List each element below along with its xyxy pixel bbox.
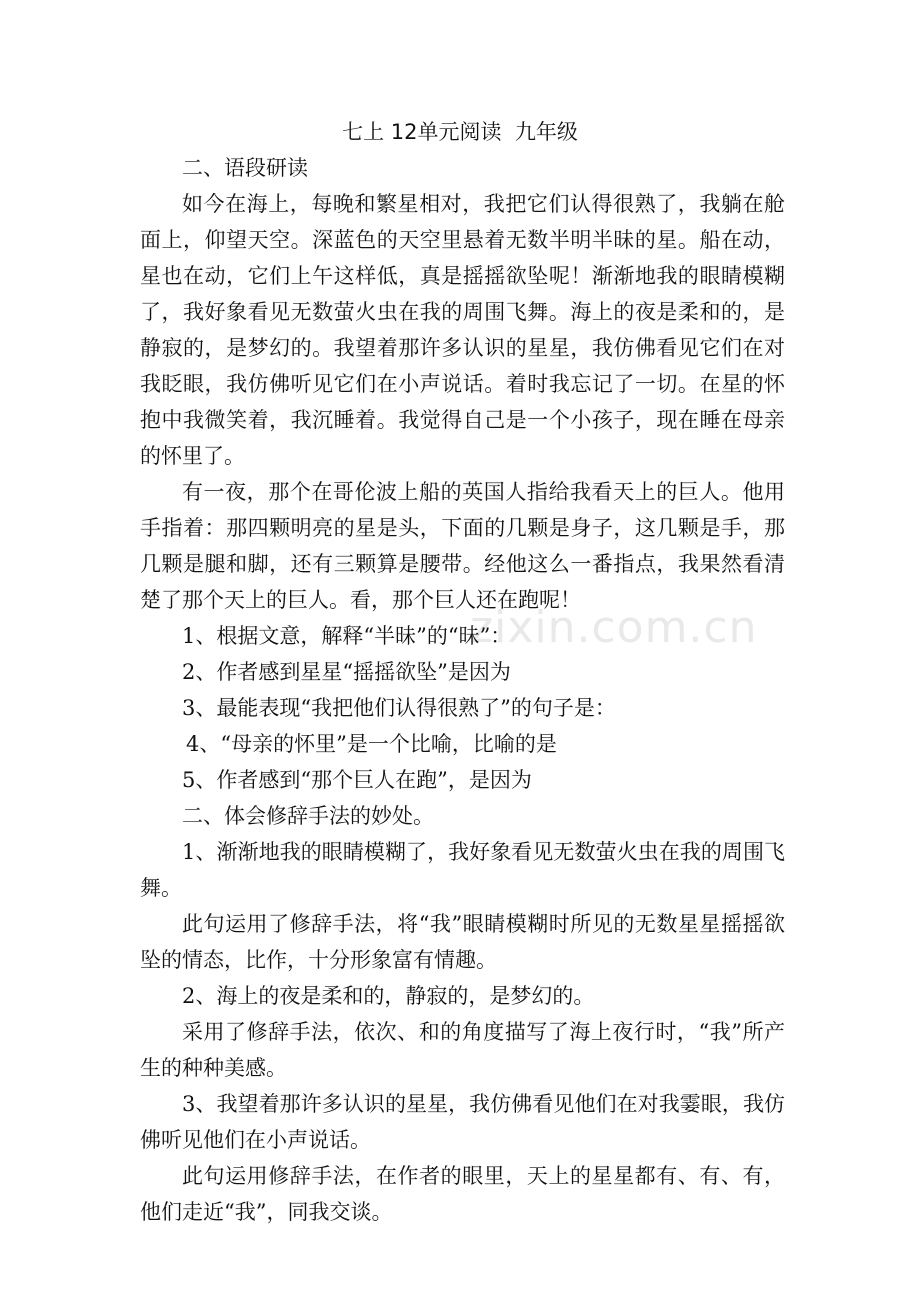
section-heading-passage: 二、语段研读	[182, 156, 308, 180]
passage-paragraph-1: 如今在海上，每晚和繁星相对，我把它们认得很熟了，我躺在舱面上，仰望天空。深蓝色的天空里悬着无数半明半昧的星。船在动，星也在动，它们上午这样低，真是摇摇欲坠呢！渐渐地我的眼睛模糊了，我好象看见无数萤火虫在我的周围飞舞。海上的夜是柔和的，是静寂的，是梦幻的。我望着那许多认识的星星，我仿佛看见它们在对我眨眼，我仿佛听见它们在小声说话。着时我忘记了一切。在星的怀抱中我微笑着，我沉睡着。我觉得自己是一个小孩子，现在睡在母亲的怀里了。	[140, 192, 785, 468]
question-4: 4、“母亲的怀里”是一个比喻，比喻的是	[186, 732, 557, 756]
rhetoric-sentence-2: 2、海上的夜是柔和的，静寂的，是梦幻的。	[182, 984, 595, 1008]
question-1: 1、根据文意，解释“半昧”的“昧”：	[182, 624, 512, 648]
rhetoric-analysis-3: 此句运用修辞手法，在作者的眼里，天上的星星都有、有、有，他们走近“我”，同我交谈。	[140, 1164, 785, 1224]
document-body	[140, 150, 785, 1230]
question-3: 3、最能表现“我把他们认得很熟了”的句子是：	[182, 696, 616, 720]
rhetoric-analysis-1: 此句运用了修辞手法，将“我”眼睛模糊时所见的无数星星摇摇欲坠的情态，比作，十分形象富有情趣。	[140, 912, 785, 972]
rhetoric-sentence-3: 3、我望着那许多认识的星星，我仿佛看见他们在对我霎眼，我仿佛听见他们在小声说话。	[140, 1092, 785, 1152]
rhetoric-analysis-2: 采用了修辞手法，依次、和的角度描写了海上夜行时，“我”所产生的种种美感。	[140, 1020, 785, 1080]
rhetoric-sentence-1: 1、渐渐地我的眼睛模糊了，我好象看见无数萤火虫在我的周围飞舞。	[140, 840, 785, 900]
question-2: 2、作者感到星星“摇摇欲坠”是因为	[182, 660, 511, 684]
watermark: zixin.com.cn	[470, 602, 758, 653]
section-heading-rhetoric: 二、体会修辞手法的妙处。	[182, 804, 434, 828]
question-5: 5、作者感到“那个巨人在跑”，是因为	[182, 768, 532, 792]
passage-paragraph-2: 有一夜，那个在哥伦波上船的英国人指给我看天上的巨人。他用手指着：那四颗明亮的星是头，下面的几颗是身子，这几颗是手，那几颗是腿和脚，还有三颗算是腰带。经他这么一番指点，我果然看清楚了那个天上的巨人。看，那个巨人还在跑呢！	[140, 480, 785, 612]
document-title: 七上 12单元阅读 九年级	[342, 120, 578, 144]
